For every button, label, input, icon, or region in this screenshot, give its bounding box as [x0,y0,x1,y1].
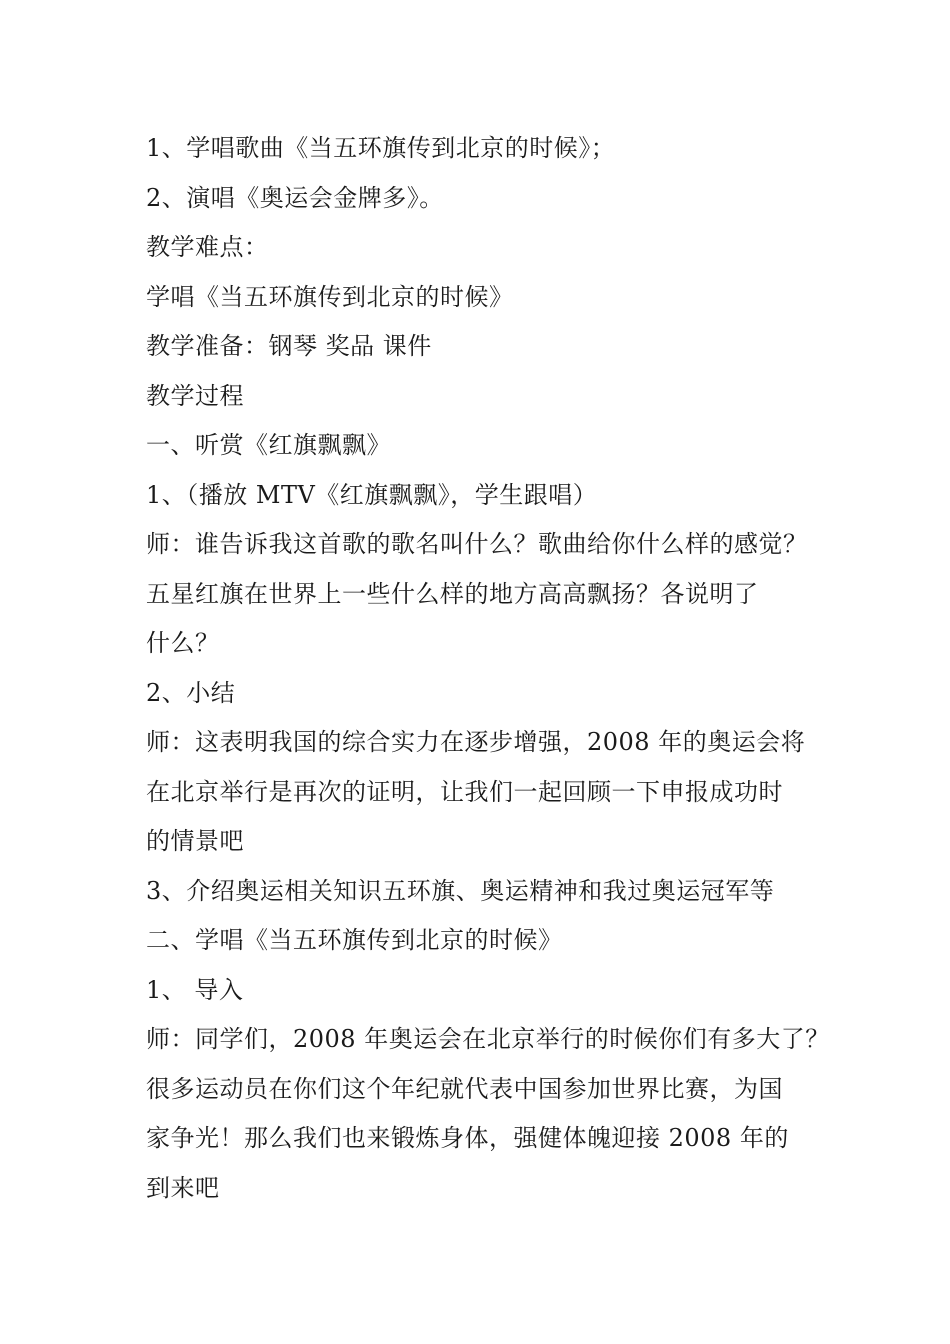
text-line: 2、演唱《奥运会金牌多》。 [146,183,444,212]
text-line: 教学准备：钢琴 奖品 课件 [146,332,432,360]
section-heading: 教学过程 [146,381,244,410]
text-line: 在北京举行是再次的证明，让我们一起回顾一下申报成功时 [146,777,783,806]
text-line: 3、介绍奥运相关知识五环旗、奥运精神和我过奥运冠军等 [146,876,775,905]
document-page [146,124,846,1213]
text-line: 的情景吧 [146,827,244,855]
section-heading: 教学难点： [146,233,269,261]
text-line: 1、（播放 MTV《红旗飘飘》，学生跟唱） [146,480,598,509]
text-line: 学唱《当五环旗传到北京的时候》 [146,282,514,311]
text-line: 师：同学们，2008 年奥运会在北京举行的时候你们有多大了？ [146,1025,830,1053]
text-line: 到来吧 [146,1173,220,1202]
text-line: 师：这表明我国的综合实力在逐步增强，2008 年的奥运会将 [146,728,806,756]
text-line: 很多运动员在你们这个年纪就代表中国参加世界比赛，为国 [146,1074,783,1103]
text-line: 1、 导入 [146,975,244,1004]
section-heading: 二、学唱《当五环旗传到北京的时候》 [146,926,563,954]
text-line: 师：谁告诉我这首歌的歌名叫什么？歌曲给你什么样的感觉？ [146,530,808,558]
text-line: 什么？ [146,629,220,657]
text-line: 1、学唱歌曲《当五环旗传到北京的时候》； [146,134,616,162]
section-heading: 一、听赏《红旗飘飘》 [146,431,391,459]
text-line: 家争光！那么我们也来锻炼身体，强健体魄迎接 2008 年的 [146,1124,789,1152]
text-line: 2、小结 [146,678,236,707]
text-line: 五星红旗在世界上一些什么样的地方高高飘扬？各说明了 [146,579,759,608]
